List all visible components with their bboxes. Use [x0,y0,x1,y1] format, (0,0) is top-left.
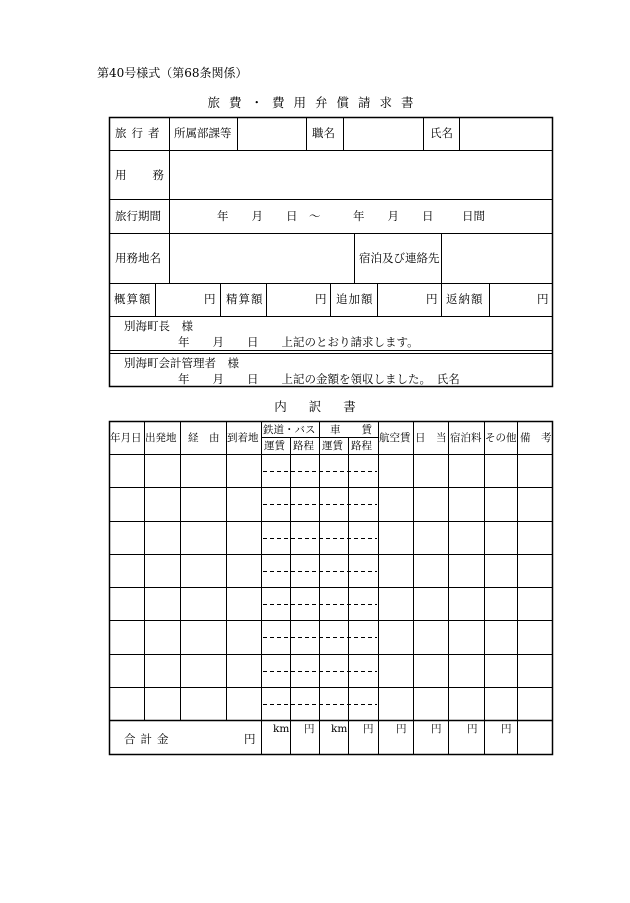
col-car-fare: 運賃 [322,440,343,452]
table-row[interactable] [110,588,552,620]
col-lodging: 宿泊料 [450,432,482,444]
treasurer-addressee: 別海町会計管理者 様 [124,356,239,370]
col-air: 航空賃 [379,432,411,444]
col-date: 年月日 [110,432,142,444]
position-label: 職名 [312,126,335,140]
total-rail-fare-unit: 円 [304,723,315,735]
total-label: 合計金 [124,732,174,746]
document-title: 旅費・費用弁償請求書 [207,95,423,110]
col-arrival: 到着地 [227,432,259,444]
mayor-addressee: 別海町長 様 [124,319,193,333]
col-rail-fare: 運賃 [264,440,285,452]
estimate-yen[interactable]: 円 [204,292,216,306]
settle-label: 精算額 [226,292,264,306]
lodging-contact-label: 宿泊及び連絡先 [359,251,440,265]
department-label: 所属部課等 [174,126,232,140]
breakdown-title: 内訳書 [274,399,378,414]
col-departure: 出発地 [145,432,177,444]
total-lodging-unit: 円 [467,723,478,735]
total-car-distance-unit: km [331,723,348,735]
table-row[interactable] [110,621,552,654]
request-date-line[interactable]: 年 月 日 上記のとおり請求します。 [178,335,419,349]
receipt-date-line[interactable]: 年 月 日 上記の金額を領収しました。 氏名 [178,372,460,386]
col-rail-distance: 路程 [293,440,314,452]
col-route: 経 由 [188,432,220,444]
period-to[interactable]: 年 月 日 [353,209,434,223]
settle-yen[interactable]: 円 [315,292,327,306]
refund-label: 返納額 [446,292,484,306]
total-air-unit: 円 [396,723,407,735]
total-daily-unit: 円 [431,723,442,735]
col-remarks: 備 考 [520,432,552,444]
refund-yen[interactable]: 円 [537,292,549,306]
col-rail-bus: 鉄道・バス [263,424,316,436]
total-other-unit: 円 [501,723,512,735]
table-row[interactable] [110,688,552,720]
total-rail-distance-unit: km [273,723,290,735]
table-row[interactable] [110,655,552,687]
additional-label: 追加額 [336,292,374,306]
period-from[interactable]: 年 月 日 ～ [217,209,321,223]
estimate-label: 概算額 [114,292,152,306]
col-car-distance: 路程 [351,440,372,452]
name-label: 氏名 [430,126,453,140]
form-number: 第40号様式（第68条関係） [97,66,248,80]
table-row[interactable] [110,455,552,487]
traveler-label: 旅行者 [115,126,165,140]
period-label: 旅行期間 [115,209,161,223]
table-row[interactable] [110,522,552,554]
days-label: 日間 [462,209,485,223]
table-row[interactable] [110,555,552,587]
additional-yen[interactable]: 円 [426,292,438,306]
table-row[interactable] [110,488,552,521]
total-car-fare-unit: 円 [363,723,374,735]
col-car: 車 賃 [330,424,372,436]
destination-label: 用務地名 [115,251,161,265]
col-other: その他 [485,432,517,444]
col-daily: 日 当 [415,432,447,444]
purpose-label: 用務 [115,168,190,182]
total-yen[interactable]: 円 [244,732,256,746]
